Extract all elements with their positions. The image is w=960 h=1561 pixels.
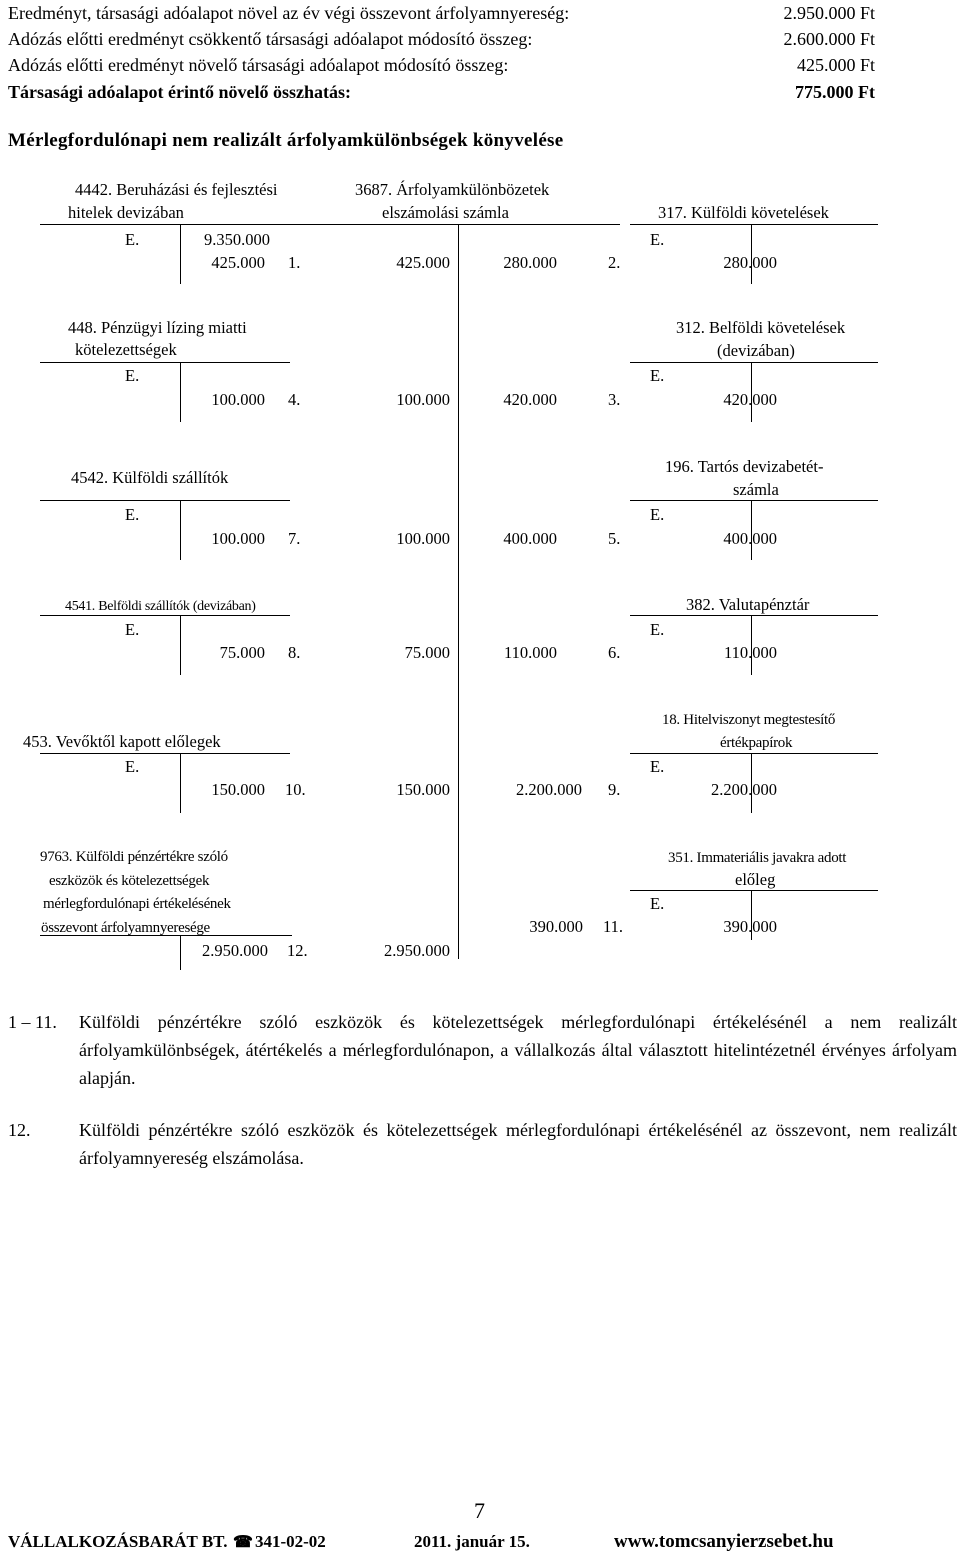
debit-amount: 420.000 — [723, 390, 777, 409]
account-title-9763: 9763. Külföldi pénzértékre szóló eszközök és kötelezettségek mérlegfordulónapi értékelésének összevont árfolyamnyeresége — [40, 849, 231, 936]
debit-amount: 2.200.000 — [711, 780, 777, 799]
opening-label: E. — [125, 230, 140, 249]
account-title-4442: 4442. Beruházási és fejlesztési — [75, 180, 278, 199]
account-title-312: 312. Belföldi követelések — [676, 318, 846, 337]
entry-number: 12. — [287, 941, 308, 960]
credit-amount: 2.200.000 — [516, 780, 582, 799]
credit-amount: 390.000 — [529, 917, 583, 936]
account-title-4541: 4541. Belföldi szállítók (devizában) — [65, 599, 256, 614]
credit-amount: 100.000 — [211, 390, 265, 409]
account-subtitle-312: (devizában) — [717, 341, 795, 360]
opening-label: E. — [125, 757, 140, 776]
opening-label: E. — [125, 620, 140, 639]
debit-amount: 100.000 — [396, 390, 450, 409]
debit-amount: 390.000 — [723, 917, 777, 936]
summary-value-1: 2.950.000 Ft — [783, 3, 875, 23]
credit-amount: 280.000 — [503, 253, 557, 272]
credit-amount: 75.000 — [219, 643, 265, 662]
debit-amount: 110.000 — [723, 643, 777, 662]
account-title-18: 18. Hitelviszonyt megtestesítő — [662, 712, 836, 728]
entry-number: 4. — [288, 390, 301, 409]
footer-company: VÁLLALKOZÁSBARÁT BT. — [8, 1532, 228, 1551]
debit-amount: 2.950.000 — [384, 941, 450, 960]
note-number-1: 1 – 11. — [8, 1012, 57, 1032]
debit-amount: 280.000 — [723, 253, 777, 272]
summary-label-3: Adózás előtti eredményt növelő társasági adóalapot módosító összeg: — [8, 55, 509, 75]
opening-balance: 9.350.000 — [204, 230, 270, 249]
entry-number: 10. — [285, 780, 306, 799]
account-title-3687: 3687. Árfolyamkülönbözetek — [355, 180, 550, 199]
note-text-1: Külföldi pénzértékre szóló eszközök és kötelezettségek mérlegfordulónapi értékelésénél a nem realizált árfolyamkülönbségek, átértékelés a mérlegfordulónapon, a vállalkozás által választott hitelintézetnél érvényes árfolyam alapján. — [79, 1012, 957, 1088]
entry-number: 2. — [608, 253, 621, 272]
summary-label-1: Eredményt, társasági adóalapot növel az év végi összevont árfolyamnyereség: — [8, 3, 570, 23]
entry-number: 3. — [608, 390, 621, 409]
credit-amount: 420.000 — [503, 390, 557, 409]
summary-value-2: 2.600.000 Ft — [783, 29, 875, 49]
debit-amount: 75.000 — [404, 643, 450, 662]
credit-amount: 150.000 — [211, 780, 265, 799]
opening-label: E. — [650, 505, 665, 524]
account-title-351: 351. Immateriális javakra adott — [668, 850, 847, 866]
account-title-382: 382. Valutapénztár — [686, 595, 810, 614]
telephone-icon: ☎ — [233, 1534, 253, 1551]
page-number: 7 — [474, 1498, 485, 1523]
account-subtitle-18: értékpapírok — [720, 735, 793, 751]
footer-date: 2011. január 15. — [414, 1532, 530, 1551]
note-number-2: 12. — [8, 1120, 31, 1140]
footer-website[interactable]: www.tomcsanyierzsebet.hu — [614, 1531, 834, 1552]
note-text-2: Külföldi pénzértékre szóló eszközök és kötelezettségek mérlegfordulónapi értékelésénél az összevont, nem realizált árfolyamnyereség elszámolása. — [79, 1120, 957, 1168]
account-title-448: 448. Pénzügyi lízing miatti — [68, 318, 247, 337]
credit-amount: 400.000 — [503, 529, 557, 548]
credit-amount: 100.000 — [211, 529, 265, 548]
opening-label: E. — [650, 230, 665, 249]
credit-amount: 2.950.000 — [202, 941, 268, 960]
entry-number: 1. — [288, 253, 301, 272]
summary-label-4: Társasági adóalapot érintő növelő összhatás: — [8, 82, 352, 102]
opening-label: E. — [650, 366, 665, 385]
entry-number: 6. — [608, 643, 621, 662]
opening-label: E. — [650, 620, 665, 639]
entry-number: 11. — [603, 917, 624, 936]
account-title-453: 453. Vevőktől kapott előlegek — [23, 732, 221, 751]
account-title-4542: 4542. Külföldi szállítók — [71, 468, 229, 487]
entry-number: 8. — [288, 643, 301, 662]
entry-number: 7. — [288, 529, 301, 548]
summary-value-4: 775.000 Ft — [795, 82, 875, 102]
account-subtitle-196: számla — [733, 480, 779, 499]
summary-value-3: 425.000 Ft — [796, 55, 875, 75]
opening-label: E. — [125, 366, 140, 385]
opening-label: E. — [650, 757, 665, 776]
account-title-317: 317. Külföldi követelések — [658, 203, 829, 222]
debit-amount: 100.000 — [396, 529, 450, 548]
entry-number: 5. — [608, 529, 621, 548]
opening-label: E. — [650, 894, 665, 913]
credit-amount: 425.000 — [211, 253, 265, 272]
opening-label: E. — [125, 505, 140, 524]
debit-amount: 400.000 — [723, 529, 777, 548]
account-subtitle-3687: elszámolási számla — [382, 203, 509, 222]
credit-amount: 110.000 — [503, 643, 557, 662]
account-subtitle-351: előleg — [735, 870, 776, 889]
account-title-196: 196. Tartós devizabetét- — [665, 457, 824, 476]
debit-amount: 150.000 — [396, 780, 450, 799]
summary-label-2: Adózás előtti eredményt csökkentő társasági adóalapot módosító összeg: — [8, 29, 533, 49]
account-subtitle-4442: hitelek devizában — [68, 203, 184, 222]
section-title: Mérlegfordulónapi nem realizált árfolyamkülönbségek könyvelése — [8, 130, 564, 151]
footer-phone: ☎ 341-02-02 — [233, 1532, 326, 1551]
debit-amount: 425.000 — [396, 253, 450, 272]
account-subtitle-448: kötelezettségek — [75, 340, 177, 359]
entry-number: 9. — [608, 780, 621, 799]
